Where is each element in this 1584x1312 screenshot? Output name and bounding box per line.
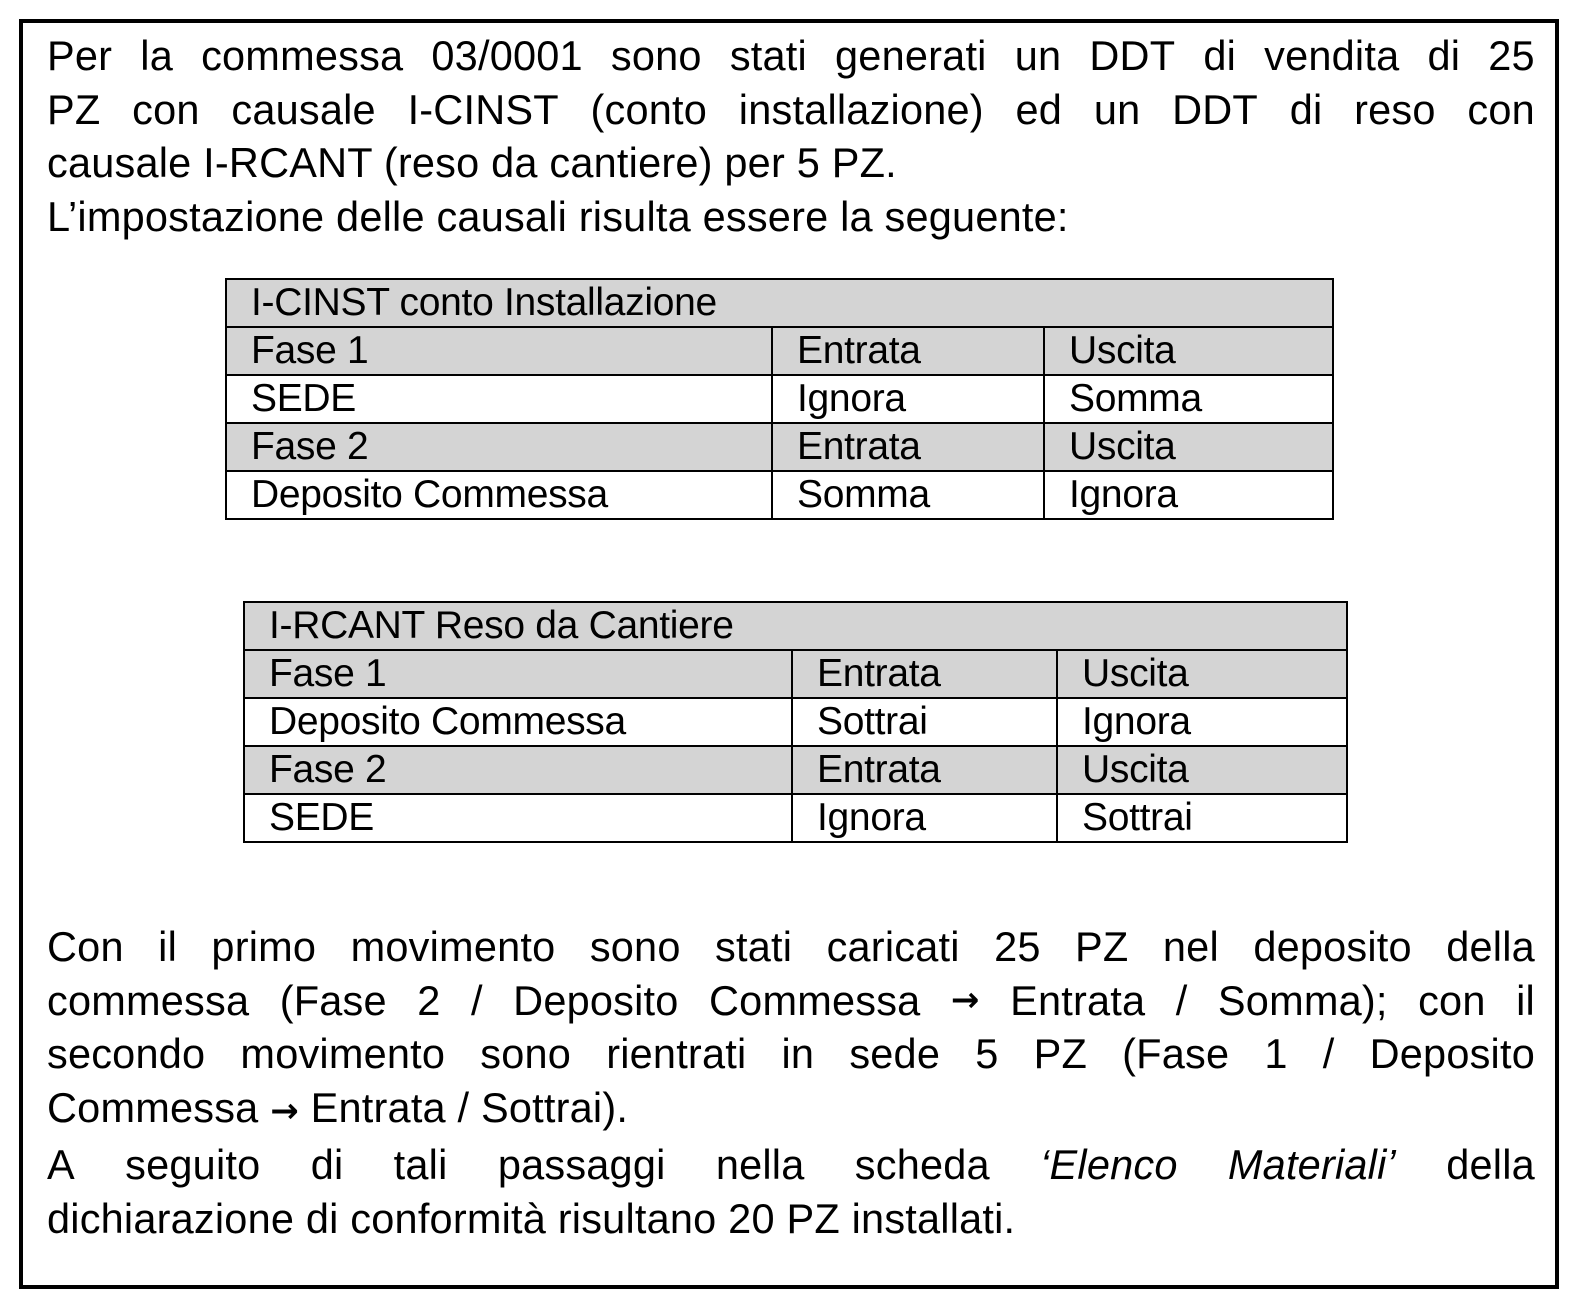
- arrow-right-icon: →: [950, 979, 980, 1020]
- table-cell: Fase 2: [244, 746, 792, 794]
- table-row: [244, 746, 1347, 794]
- intro-paragraph: [47, 29, 1535, 243]
- word: secondo: [47, 1030, 206, 1077]
- word: un: [1014, 32, 1062, 79]
- word: il: [158, 923, 177, 970]
- word: con: [1467, 85, 1535, 133]
- table-row: [244, 650, 1347, 698]
- word: Entrata: [1010, 976, 1146, 1024]
- emphasis-word: Materiali’: [1227, 1141, 1396, 1188]
- word: Deposito: [1369, 1030, 1535, 1077]
- table-cell: Fase 2: [226, 423, 772, 471]
- word: passaggi: [497, 1141, 666, 1188]
- table-row: [226, 327, 1333, 375]
- table-cell: Uscita: [1057, 650, 1347, 698]
- table-cell: Fase 1: [244, 650, 792, 698]
- table-row: [226, 375, 1333, 423]
- table-title: I-RCANT Reso da Cantiere: [244, 602, 1347, 650]
- table-cell: Entrata: [792, 746, 1057, 794]
- word: commessa: [47, 976, 250, 1024]
- table-cell: Deposito Commessa: [226, 471, 772, 519]
- word: Deposito: [513, 976, 679, 1024]
- word: installazione): [738, 85, 984, 133]
- word: (Fase: [1122, 1030, 1230, 1077]
- after-line-4-start: Commessa: [47, 1083, 259, 1131]
- word: il: [1516, 976, 1535, 1024]
- word: 03/0001: [431, 32, 583, 79]
- word: DDT: [1172, 85, 1258, 133]
- arrow-right-icon: →: [270, 1090, 299, 1131]
- table-cell: Uscita: [1057, 746, 1347, 794]
- word: /: [470, 976, 483, 1024]
- word: Per: [47, 32, 113, 79]
- table-cell: Uscita: [1044, 327, 1333, 375]
- word: 2: [417, 976, 441, 1024]
- table-cell: Ignora: [792, 794, 1057, 842]
- word: Commessa: [709, 976, 921, 1024]
- word: reso: [1354, 85, 1436, 133]
- word: 25: [994, 923, 1041, 970]
- word: 1: [1264, 1030, 1288, 1077]
- after-line-5: [47, 1138, 1535, 1192]
- table-cell: Uscita: [1044, 423, 1333, 471]
- table-cell: Ignora: [1044, 471, 1333, 519]
- word: rientrati: [606, 1030, 747, 1077]
- word: della: [1446, 1141, 1535, 1188]
- conclusion-paragraph: [47, 920, 1535, 1245]
- word: /: [1175, 976, 1188, 1024]
- word: A: [47, 1141, 75, 1188]
- table-title: I-CINST conto Installazione: [226, 279, 1333, 327]
- word: causale: [231, 85, 376, 133]
- word: movimento: [240, 1030, 446, 1077]
- table-row: [226, 423, 1333, 471]
- word: PZ: [1033, 1030, 1088, 1077]
- table-cell: Somma: [1044, 375, 1333, 423]
- intro-line-4: L’impostazione delle causali risulta essere la seguente:: [47, 192, 1069, 240]
- table-row: [226, 471, 1333, 519]
- table-cell: Entrata: [792, 650, 1057, 698]
- word: deposito: [1253, 923, 1412, 970]
- table-cell: SEDE: [244, 794, 792, 842]
- table-cell: Sottrai: [792, 698, 1057, 746]
- table-cell: Ignora: [1057, 698, 1347, 746]
- word: sono: [480, 1030, 572, 1077]
- word: con: [132, 85, 200, 133]
- emphasis-word: ‘Elenco: [1040, 1141, 1178, 1188]
- after-line-1: [47, 920, 1535, 974]
- after-line-4: [47, 1081, 1535, 1139]
- after-line-4-end: Entrata / Sottrai).: [310, 1083, 629, 1131]
- table-i-cinst: [225, 278, 1334, 520]
- word: 5: [975, 1030, 999, 1077]
- word: un: [1093, 85, 1141, 133]
- intro-line-1: [47, 29, 1535, 83]
- word: generati: [835, 32, 987, 79]
- word: la: [140, 32, 173, 79]
- word: stati: [729, 32, 807, 79]
- table-cell: Somma: [772, 471, 1044, 519]
- table-cell: Deposito Commessa: [244, 698, 792, 746]
- table-cell: Sottrai: [1057, 794, 1347, 842]
- word: Somma);: [1217, 976, 1388, 1024]
- table-i-rcant: [243, 601, 1348, 843]
- word: ed: [1015, 85, 1063, 133]
- word: /: [1322, 1030, 1335, 1077]
- word: con: [1418, 976, 1486, 1024]
- after-line-6: dichiarazione di conformità risultano 20 PZ installati.: [47, 1194, 1016, 1242]
- table-cell: Entrata: [772, 327, 1044, 375]
- word: tali: [393, 1141, 448, 1188]
- table-title-row: [226, 279, 1333, 327]
- word: primo: [211, 923, 317, 970]
- word: DDT: [1089, 32, 1176, 79]
- word: commessa: [201, 32, 404, 79]
- after-line-3: [47, 1027, 1535, 1081]
- word: stati: [715, 923, 793, 970]
- word: (Fase: [279, 976, 387, 1024]
- word: di: [1427, 32, 1461, 79]
- word: movimento: [350, 923, 556, 970]
- word: sono: [610, 32, 702, 79]
- word: di: [310, 1141, 344, 1188]
- word: caricati: [826, 923, 960, 970]
- word: PZ: [47, 85, 101, 133]
- word: Con: [47, 923, 124, 970]
- intro-line-2: [47, 83, 1535, 137]
- word: nella: [715, 1141, 805, 1188]
- after-line-2: [47, 974, 1535, 1028]
- word: vendita: [1264, 32, 1400, 79]
- word: 25: [1488, 32, 1535, 79]
- intro-line-3: causale I-RCANT (reso da cantiere) per 5 PZ.: [47, 139, 897, 186]
- word: (conto: [590, 85, 708, 133]
- word: scheda: [854, 1141, 990, 1188]
- word: in: [781, 1030, 815, 1077]
- word: sono: [589, 923, 681, 970]
- table-row: [244, 698, 1347, 746]
- table-cell: SEDE: [226, 375, 772, 423]
- word: di: [1289, 85, 1323, 133]
- table-cell: Ignora: [772, 375, 1044, 423]
- table-title-row: [244, 602, 1347, 650]
- table-cell: Entrata: [772, 423, 1044, 471]
- word: I-CINST: [407, 85, 559, 133]
- word: PZ: [1075, 923, 1129, 970]
- word: della: [1446, 923, 1535, 970]
- table-row: [244, 794, 1347, 842]
- word: seguito: [125, 1141, 261, 1188]
- word: sede: [849, 1030, 941, 1077]
- word: nel: [1162, 923, 1219, 970]
- table-cell: Fase 1: [226, 327, 772, 375]
- word: di: [1203, 32, 1237, 79]
